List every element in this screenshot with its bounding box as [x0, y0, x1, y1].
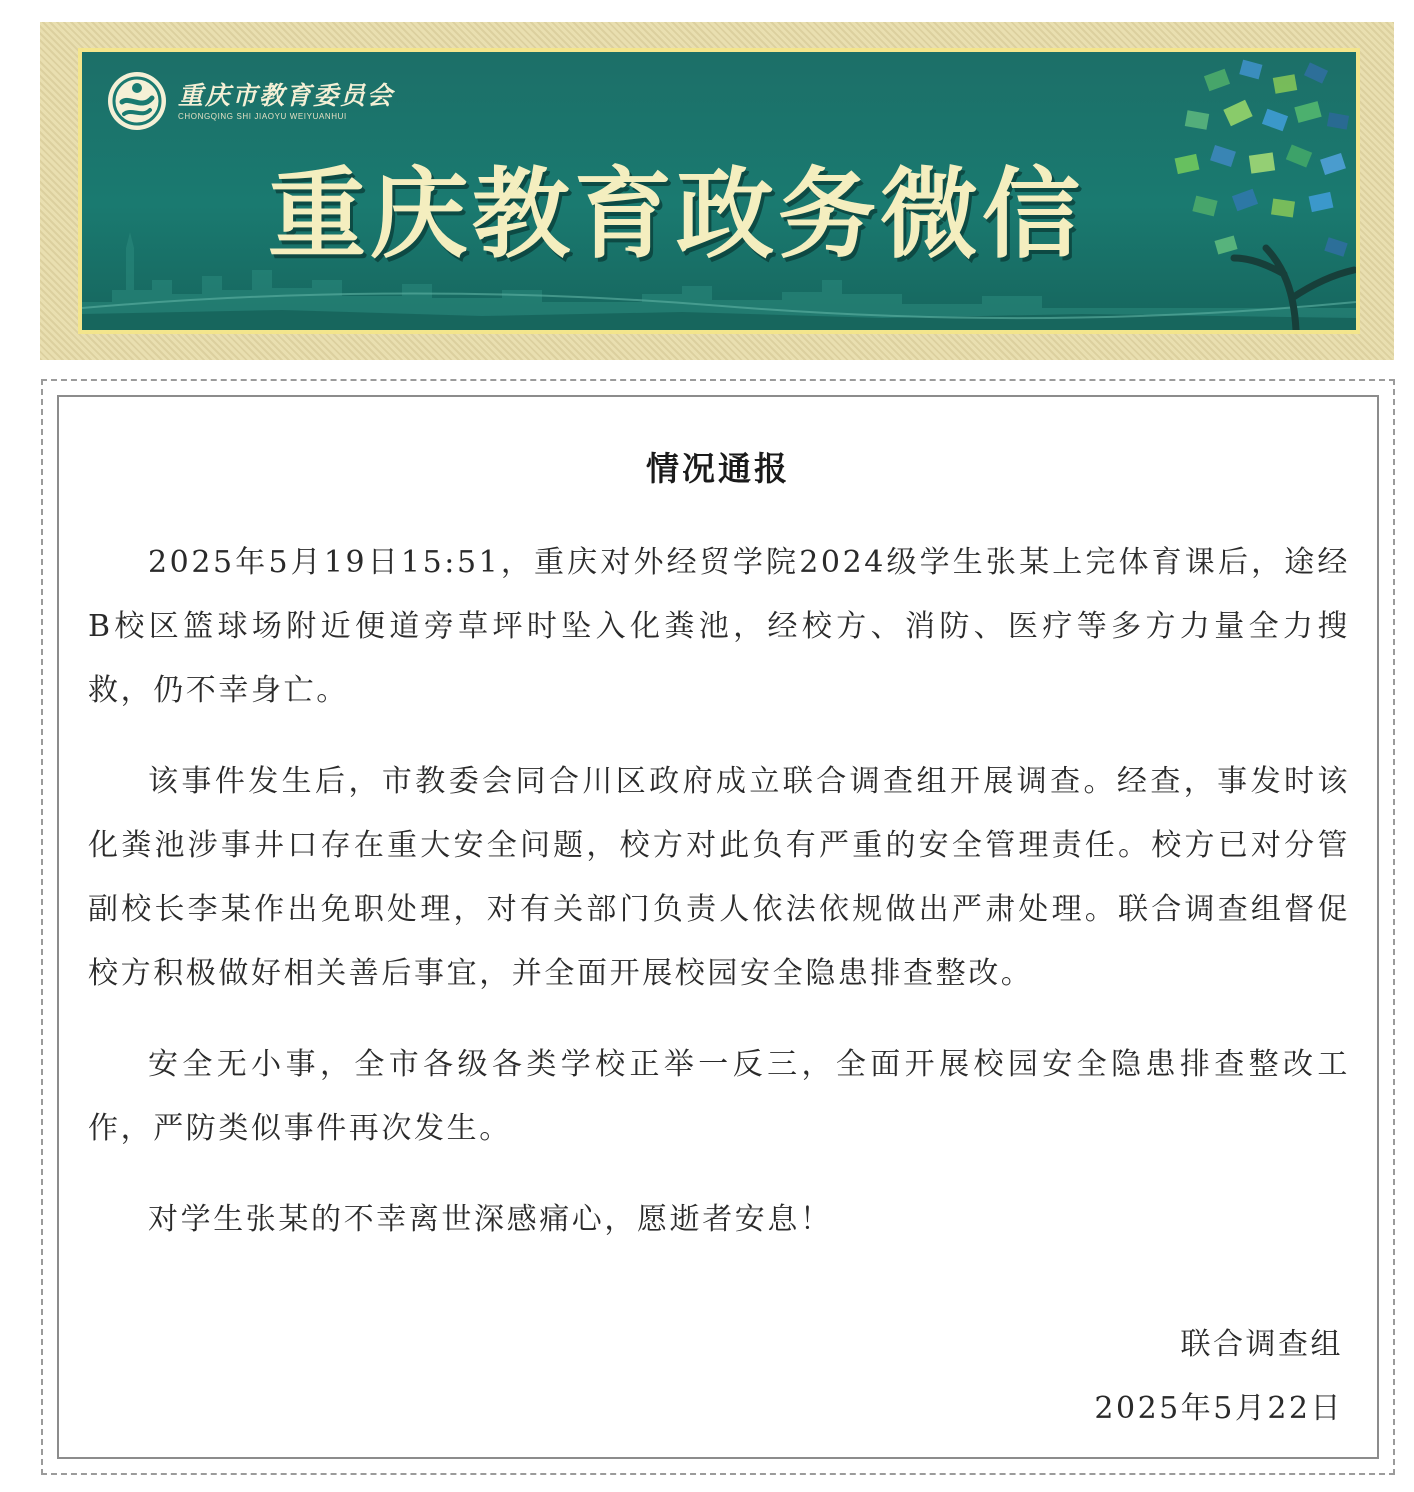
- signature-date: 2025年5月22日: [1094, 1391, 1343, 1426]
- notice-paragraph: 2025年5月19日15:51，重庆对外经贸学院2024级学生张某上完体育课后，途经B校区篮球场附近便道旁草坪时坠入化粪池，经校方、消防、医疗等多方力量全力搜救，仍不幸身亡。: [88, 545, 1350, 708]
- notice-card-outer-border: [41, 379, 1395, 1475]
- notice-body: [88, 531, 1350, 1279]
- commission-logo: [106, 66, 394, 136]
- notice-paragraph: 对学生张某的不幸离世深感痛心，愿逝者安息！: [148, 1202, 833, 1237]
- notice-paragraph: 该事件发生后，市教委会同合川区政府成立联合调查组开展调查。经查，事发时该化粪池涉事井口存在重大安全问题，校方对此负有严重的安全管理责任。校方已对分管副校长李某作出免职处理，对有关部门负责人依法依规做出严肃处理。联合调查组督促校方积极做好相关善后事宜，并全面开展校园安全隐患排查整改。: [88, 764, 1350, 991]
- banner-panel: [78, 48, 1360, 334]
- logo-pinyin: CHONGQING SHI JIAOYU WEIYUANHUI: [178, 112, 347, 121]
- book-tree-illustration: [1146, 52, 1356, 330]
- notice-paragraph: 安全无小事，全市各级各类学校正举一反三，全面开展校园安全隐患排查整改工作，严防类似事件再次发生。: [88, 1047, 1350, 1146]
- signature-organization: 联合调查组: [1180, 1327, 1343, 1362]
- notice-title: 情况通报: [646, 449, 790, 488]
- notice-card: [57, 395, 1379, 1459]
- header-banner: [40, 22, 1394, 360]
- banner-title: 重庆教育政务微信: [268, 158, 1085, 272]
- education-commission-emblem-icon: [106, 70, 168, 132]
- logo-name: 重庆市教育委员会: [178, 81, 395, 110]
